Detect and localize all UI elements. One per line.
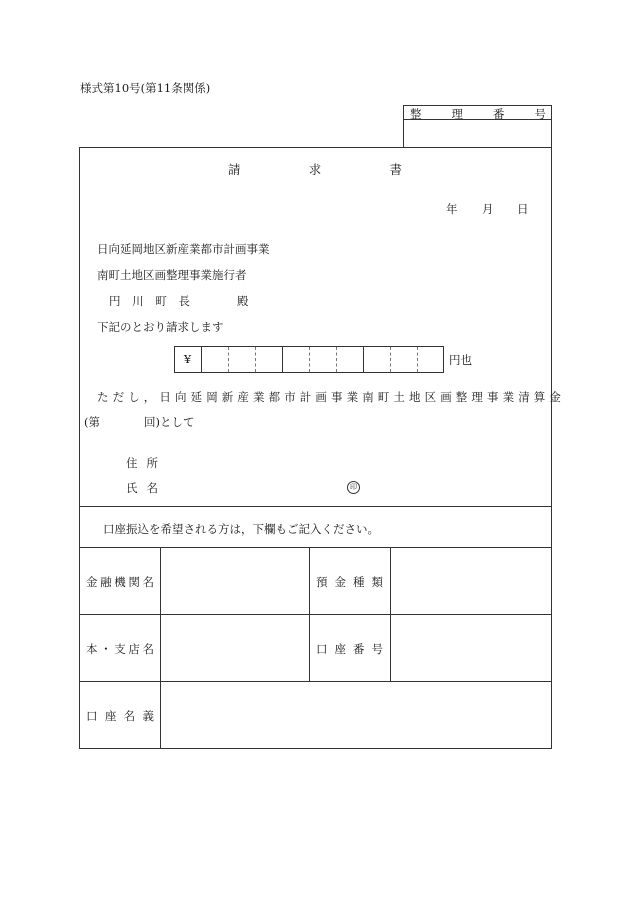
request-statement: 下記のとおり請求します [97,320,224,334]
date-year-label: 年 [446,202,458,216]
account-number-label: 口 座 番 号 [316,642,383,656]
financial-institution-field[interactable] [161,548,309,614]
installment-number-field[interactable] [112,412,142,429]
reason-line-2-end: 回)として [144,415,195,429]
account-number-field[interactable] [391,615,551,681]
currency-symbol: ¥ [183,352,192,366]
reference-number-field[interactable] [404,120,551,147]
branch-name-field[interactable] [161,615,309,681]
address-field[interactable] [176,452,536,470]
deposit-type-field[interactable] [391,548,551,614]
reason-line-1: ただし，日向延岡新産業都市計画事業南町土地区画整理事業清算金 [97,390,565,404]
seal-mark: 印 [347,481,360,494]
date-month-label: 月 [482,202,494,216]
branch-name-label: 本 ・ 支 店 名 [86,642,154,656]
addressee-name: 円 川 町 長 [109,294,190,308]
document-title: 請 求 書 [228,162,402,177]
reason-line-2-start: (第 [84,415,100,429]
reference-number-label: 整 理 番 号 [410,107,546,121]
name-field[interactable] [176,477,336,495]
bank-transfer-note: 口座振込を希望される方は，下欄もご記入ください。 [103,522,379,536]
addressee-honorific: 殿 [237,294,249,308]
account-holder-label: 口 座 名 義 [86,709,154,723]
deposit-type-label: 預 金 種 類 [316,575,383,589]
financial-institution-label: 金 融 機 関 名 [86,575,154,589]
name-label: 氏 名 [126,481,158,495]
date-day-label: 日 [517,202,529,216]
addressee-line-2: 南町土地区画整理事業施行者 [97,268,247,282]
amount-unit: 円也 [449,353,472,367]
address-label: 住 所 [126,456,158,470]
form-number: 様式第10号(第11条関係) [80,81,211,95]
addressee-line-1: 日向延岡地区新産業都市計画事業 [97,242,270,256]
amount-input[interactable] [202,347,443,372]
account-holder-field[interactable] [161,682,551,748]
